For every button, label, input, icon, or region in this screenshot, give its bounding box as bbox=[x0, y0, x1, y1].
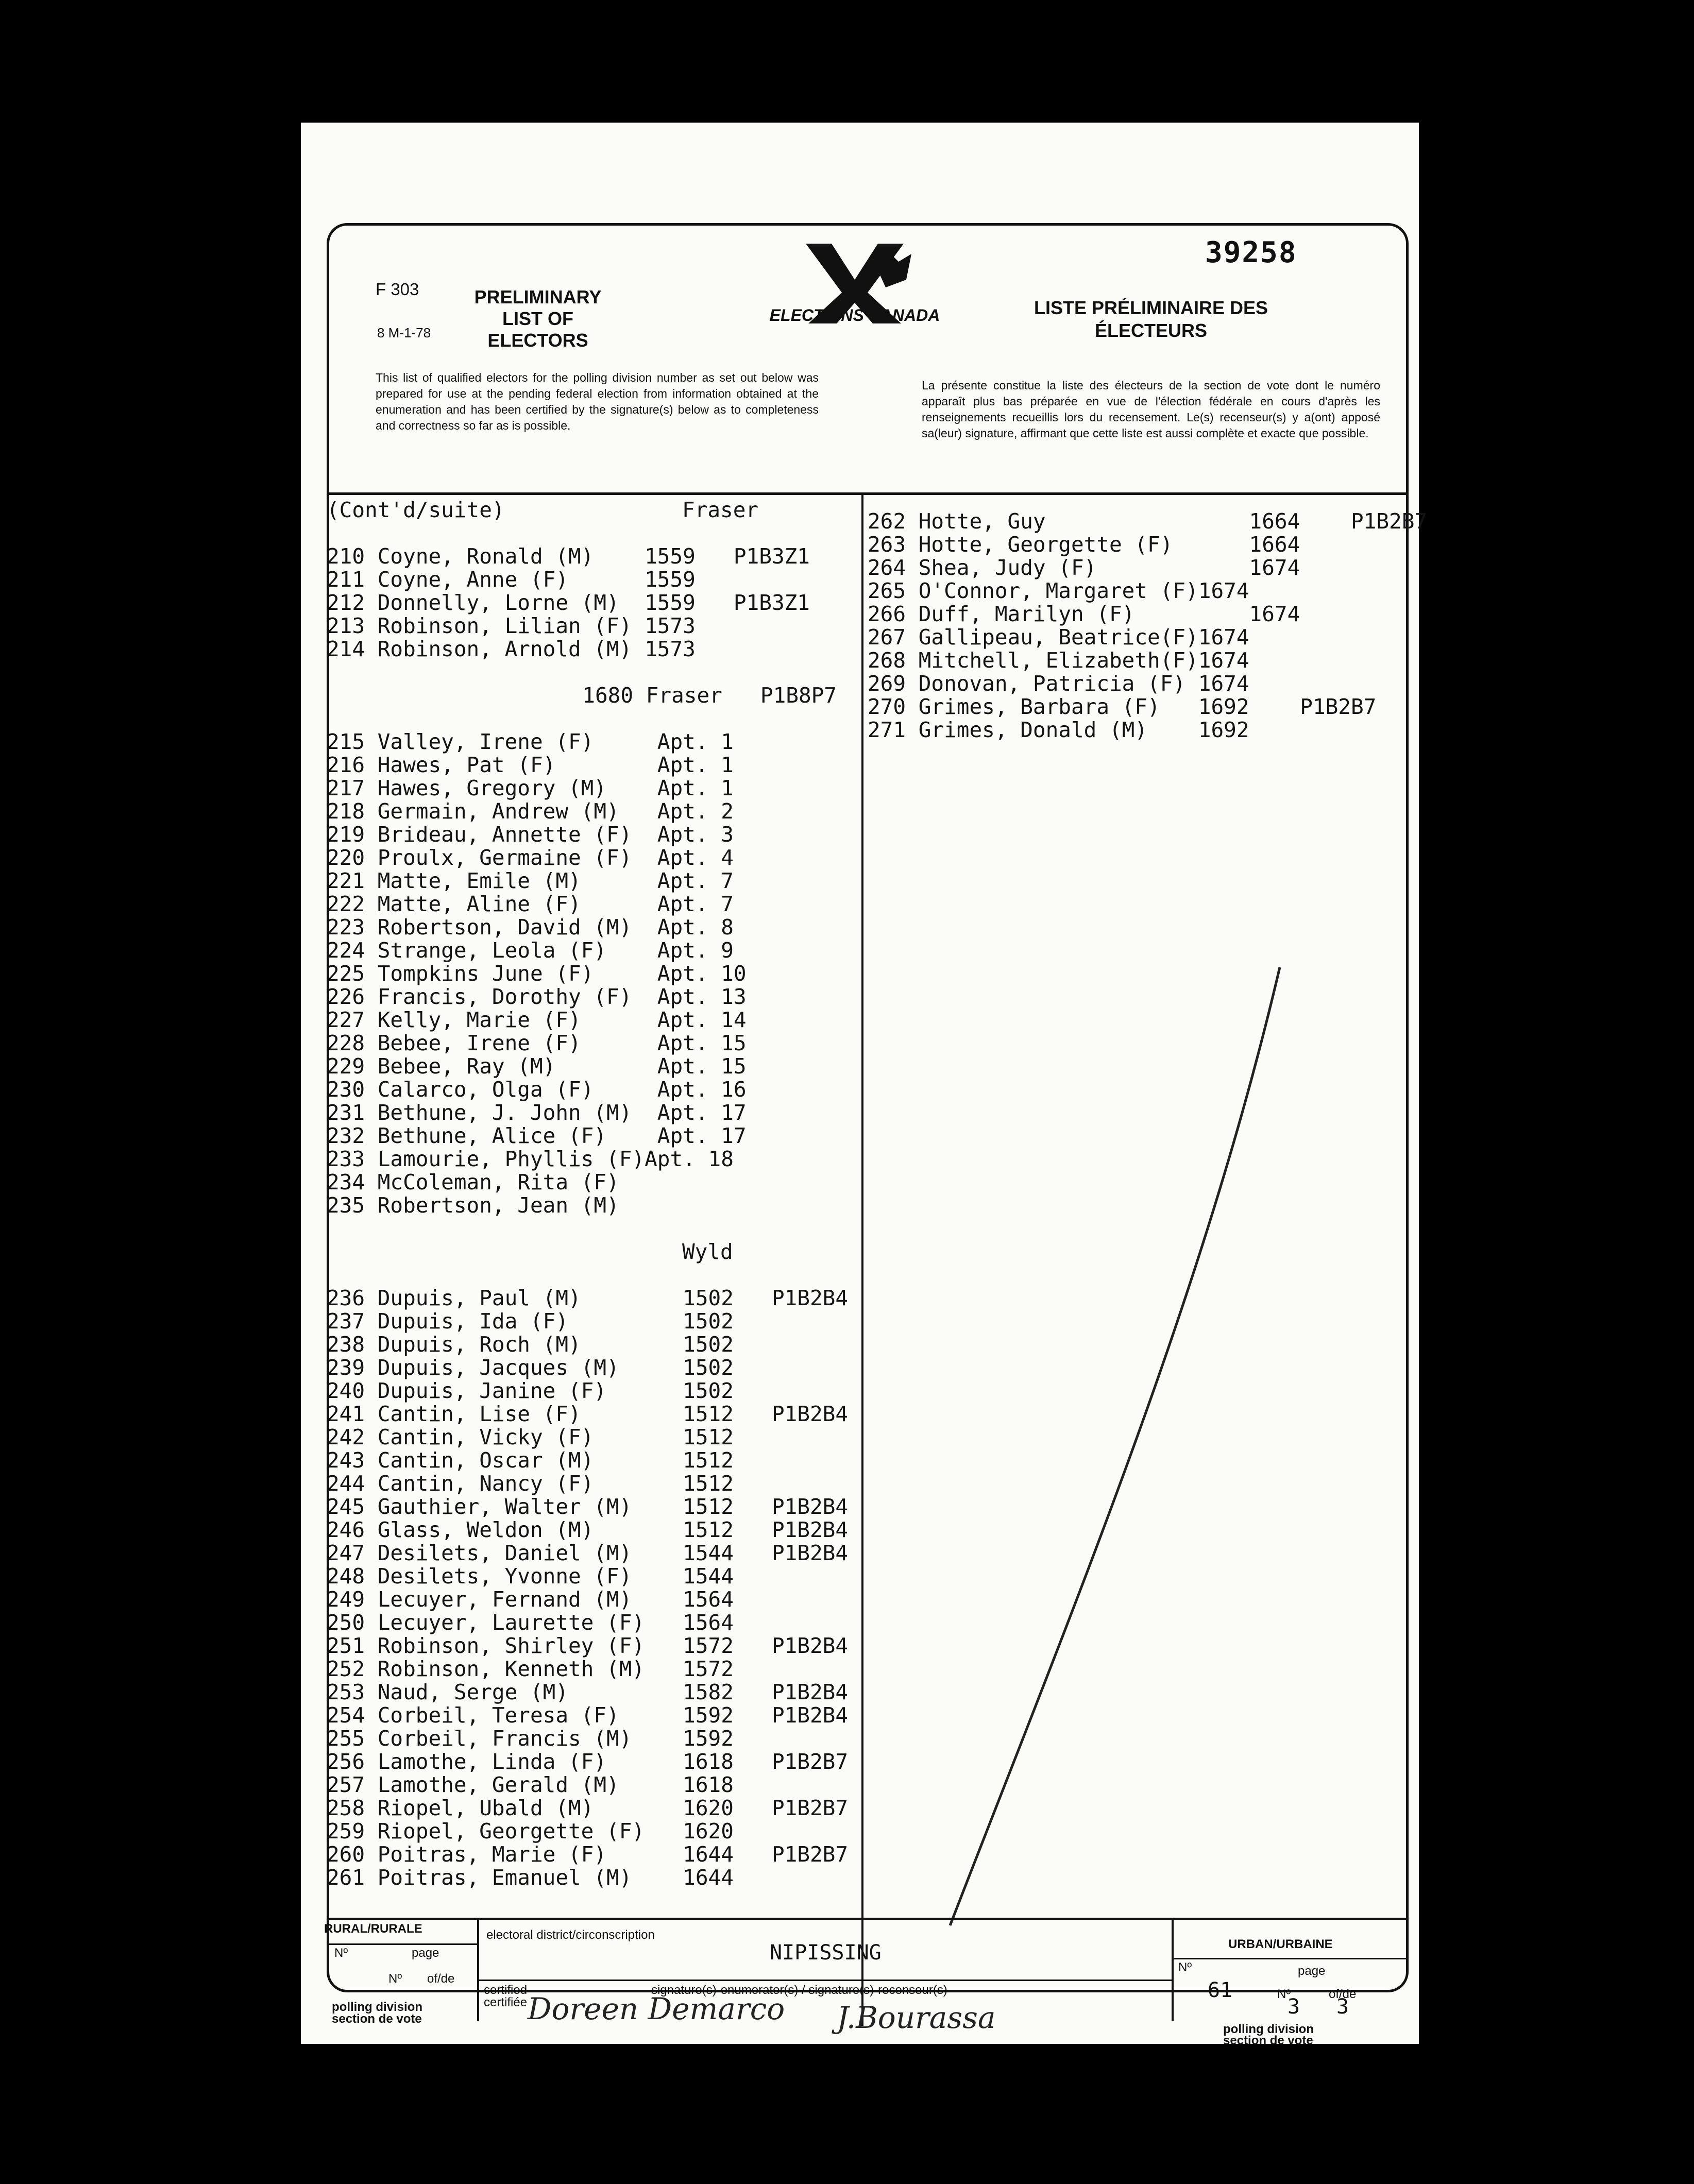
elector-entry: 246 Glass, Weldon (M) 1512 P1B2B4 bbox=[327, 1517, 849, 1542]
elector-entry: 234 McColeman, Rita (F) bbox=[327, 1170, 619, 1195]
elector-entry: 242 Cantin, Vicky (F) 1512 bbox=[327, 1425, 734, 1449]
enumerator-signature-2: J.Bourassa bbox=[837, 2000, 996, 2035]
urban-of-label: of/de bbox=[1329, 1987, 1357, 2001]
urban-no-label: Nº bbox=[1178, 1960, 1192, 1974]
elector-entry: 253 Naud, Serge (M) 1582 P1B2B4 bbox=[327, 1680, 849, 1704]
elector-entry: 231 Bethune, J. John (M) Apt. 17 bbox=[327, 1100, 747, 1125]
elector-entry: 256 Lamothe, Linda (F) 1618 P1B2B7 bbox=[327, 1749, 849, 1774]
elector-entry: 250 Lecuyer, Laurette (F) 1564 bbox=[327, 1610, 734, 1635]
intro-french: La présente constitue la liste des électeurs de la section de vote dont le numéro apparaît plus bas préparée en vue de l'élection fédérale en cours d'après les renseignements recueillis lors du recensement. Le(s) recenseur(s) y a(ont) apposé sa(leur) signature, affirmant que cette liste est aussi complète et exacte que possible. bbox=[922, 379, 1380, 440]
elector-entry: 237 Dupuis, Ida (F) 1502 bbox=[327, 1309, 734, 1334]
elector-entry: 255 Corbeil, Francis (M) 1592 bbox=[327, 1726, 734, 1751]
elector-entry: 245 Gauthier, Walter (M) 1512 P1B2B4 bbox=[327, 1494, 849, 1519]
enumerator-signature-1: Doreen Demarco bbox=[528, 1991, 785, 2026]
elector-entry: 271 Grimes, Donald (M) 1692 bbox=[868, 718, 1249, 742]
elector-entry: 240 Dupuis, Janine (F) 1502 bbox=[327, 1378, 734, 1403]
elector-entry: 238 Dupuis, Roch (M) 1502 bbox=[327, 1332, 734, 1357]
district-line bbox=[477, 1980, 1172, 1981]
urban-polling-fr: section de vote bbox=[1223, 2034, 1313, 2048]
title-english: PRELIMINARY LIST OF ELECTORS bbox=[474, 286, 602, 351]
elector-entry: 269 Donovan, Patricia (F) 1674 bbox=[868, 671, 1249, 696]
list-spacer bbox=[327, 1264, 857, 1287]
form-number: F 303 bbox=[376, 280, 419, 299]
certified-en: certified bbox=[484, 1983, 528, 1997]
list-spacer bbox=[327, 522, 857, 545]
elector-entry: 266 Duff, Marilyn (F) 1674 bbox=[868, 602, 1300, 626]
urban-polling-en: polling division bbox=[1223, 2022, 1314, 2036]
header-divider bbox=[329, 492, 1406, 495]
elector-entry: 214 Robinson, Arnold (M) 1573 bbox=[327, 637, 696, 661]
column-divider bbox=[861, 493, 863, 2026]
elector-entry: 230 Calarco, Olga (F) Apt. 16 bbox=[327, 1077, 747, 1102]
elector-entry: 221 Matte, Emile (M) Apt. 7 bbox=[327, 868, 734, 893]
elector-entry: 244 Cantin, Nancy (F) 1512 bbox=[327, 1471, 734, 1496]
elector-entry: 249 Lecuyer, Fernand (M) 1564 bbox=[327, 1587, 734, 1612]
elector-entry: 217 Hawes, Gregory (M) Apt. 1 bbox=[327, 776, 734, 800]
list-spacer bbox=[327, 1217, 857, 1240]
heading-street: Fraser bbox=[682, 498, 759, 522]
street-heading bbox=[327, 1240, 857, 1264]
elector-entry: 216 Hawes, Pat (F) Apt. 1 bbox=[327, 753, 734, 777]
left-column-list bbox=[327, 499, 857, 1889]
rural-polling-fr: section de vote bbox=[332, 2012, 422, 2026]
elector-entry: 248 Desilets, Yvonne (F) 1544 bbox=[327, 1564, 734, 1589]
elector-entry: 210 Coyne, Ronald (M) 1559 P1B3Z1 bbox=[327, 544, 810, 569]
elector-entry: 252 Robinson, Kenneth (M) 1572 bbox=[327, 1657, 734, 1681]
rural-of-label: of/de bbox=[427, 1972, 455, 1986]
urban-page-total: 3 bbox=[1336, 1995, 1349, 2019]
elector-entry: 213 Robinson, Lilian (F) 1573 bbox=[327, 613, 696, 638]
urban-label: URBAN/URBAINE bbox=[1228, 1937, 1333, 1951]
elector-entry: 223 Robertson, David (M) Apt. 8 bbox=[327, 915, 734, 940]
rural-page-label: page bbox=[412, 1946, 439, 1960]
intro-english: This list of qualified electors for the polling division number as set out below was prepared for use at the pending federal election from information obtained at the enumeration and has been certified by the signature(s) below as to completeness and correctness so far as is possible. bbox=[376, 371, 819, 432]
elector-entry: 251 Robinson, Shirley (F) 1572 P1B2B4 bbox=[327, 1633, 849, 1658]
signature-label: signature(s)-enumerator(s) / signature(s)-recenseur(s) bbox=[651, 1983, 947, 1997]
elector-entry: 239 Dupuis, Jacques (M) 1502 bbox=[327, 1355, 734, 1380]
street-heading bbox=[327, 499, 857, 522]
heading-street: Wyld bbox=[682, 1239, 733, 1264]
elector-entry: 243 Cantin, Oscar (M) 1512 bbox=[327, 1448, 734, 1473]
elector-entry: 265 O'Connor, Margaret (F)1674 bbox=[868, 578, 1249, 603]
serial-number: 39258 bbox=[1205, 236, 1297, 269]
elector-entry: 222 Matte, Aline (F) Apt. 7 bbox=[327, 892, 734, 916]
elections-canada-logo bbox=[769, 238, 940, 339]
elector-entry: 262 Hotte, Guy 1664 P1B2B7 bbox=[868, 509, 1428, 534]
footer-divider-left bbox=[477, 1918, 479, 2021]
elector-entry: 219 Brideau, Annette (F) Apt. 3 bbox=[327, 822, 734, 847]
elector-entry: 211 Coyne, Anne (F) 1559 bbox=[327, 567, 696, 592]
elector-entry: 259 Riopel, Georgette (F) 1620 bbox=[327, 1819, 734, 1844]
elector-entry: 235 Robertson, Jean (M) bbox=[327, 1193, 619, 1218]
urban-no-label-2: Nº bbox=[1277, 1987, 1291, 2001]
elector-entry: 228 Bebee, Irene (F) Apt. 15 bbox=[327, 1031, 747, 1055]
footer-divider-right bbox=[1172, 1918, 1174, 2021]
urban-page-number: 3 bbox=[1288, 1995, 1300, 2019]
electors-list-sheet bbox=[301, 123, 1428, 2048]
cancellation-line bbox=[868, 833, 1383, 2008]
street-address-heading: 1680 Fraser P1B8P7 bbox=[582, 683, 837, 708]
rural-no-label-2: Nº bbox=[388, 1972, 402, 1986]
heading-left: (Cont'd/suite) bbox=[327, 498, 505, 522]
list-spacer bbox=[327, 707, 857, 730]
elector-entry: 233 Lamourie, Phyllis (F)Apt. 18 bbox=[327, 1147, 734, 1171]
logo-text: ELECTIONS CANADA bbox=[769, 306, 940, 325]
elector-entry: 264 Shea, Judy (F) 1674 bbox=[868, 555, 1300, 580]
elector-entry: 226 Francis, Dorothy (F) Apt. 13 bbox=[327, 984, 747, 1009]
certified-fr: certifiée bbox=[484, 1995, 528, 2009]
elector-entry: 215 Valley, Irene (F) Apt. 1 bbox=[327, 729, 734, 754]
elector-entry: 258 Riopel, Ubald (M) 1620 P1B2B7 bbox=[327, 1796, 849, 1820]
elector-entry: 229 Bebee, Ray (M) Apt. 15 bbox=[327, 1054, 747, 1079]
urban-polling-number: 61 bbox=[1208, 1978, 1233, 2002]
form-date: 8 M-1-78 bbox=[377, 325, 431, 340]
elector-entry: 224 Strange, Leola (F) Apt. 9 bbox=[327, 938, 734, 963]
elector-entry: 270 Grimes, Barbara (F) 1692 P1B2B7 bbox=[868, 694, 1377, 719]
elector-entry: 220 Proulx, Germaine (F) Apt. 4 bbox=[327, 845, 734, 870]
urban-page-label: page bbox=[1298, 1964, 1326, 1978]
elector-entry: 267 Gallipeau, Beatrice(F)1674 bbox=[868, 625, 1249, 650]
elector-entry: 257 Lamothe, Gerald (M) 1618 bbox=[327, 1772, 734, 1797]
elector-entry: 254 Corbeil, Teresa (F) 1592 P1B2B4 bbox=[327, 1703, 849, 1728]
district-name: NIPISSING bbox=[770, 1941, 882, 1965]
rural-polling-en: polling division bbox=[332, 2000, 422, 2014]
right-column-list bbox=[868, 509, 1428, 742]
urban-line bbox=[1172, 1958, 1406, 1959]
elector-entry: 247 Desilets, Daniel (M) 1544 P1B2B4 bbox=[327, 1541, 849, 1565]
district-label: electoral district/circonscription bbox=[486, 1928, 655, 1942]
elector-entry: 218 Germain, Andrew (M) Apt. 2 bbox=[327, 799, 734, 824]
elector-entry: 261 Poitras, Emanuel (M) 1644 bbox=[327, 1865, 734, 1890]
elector-entry: 268 Mitchell, Elizabeth(F)1674 bbox=[868, 648, 1249, 673]
elector-entry: 225 Tompkins June (F) Apt. 10 bbox=[327, 961, 747, 986]
elector-entry: 212 Donnelly, Lorne (M) 1559 P1B3Z1 bbox=[327, 590, 810, 615]
elector-entry: 263 Hotte, Georgette (F) 1664 bbox=[868, 532, 1300, 557]
elector-entry: 227 Kelly, Marie (F) Apt. 14 bbox=[327, 1008, 747, 1032]
elector-entry: 236 Dupuis, Paul (M) 1502 P1B2B4 bbox=[327, 1286, 849, 1310]
rural-label: RURAL/RURALE bbox=[324, 1922, 422, 1936]
rural-no-label: Nº bbox=[334, 1946, 348, 1960]
rural-line bbox=[329, 1943, 477, 1945]
title-french: LISTE PRÉLIMINAIRE DES ÉLECTEURS bbox=[1034, 297, 1268, 341]
elector-entry: 260 Poitras, Marie (F) 1644 P1B2B7 bbox=[327, 1842, 849, 1867]
list-spacer bbox=[327, 661, 857, 684]
elector-entry: 241 Cantin, Lise (F) 1512 P1B2B4 bbox=[327, 1402, 849, 1426]
elector-entry: 232 Bethune, Alice (F) Apt. 17 bbox=[327, 1123, 747, 1148]
footer-top-line bbox=[329, 1918, 1406, 1920]
